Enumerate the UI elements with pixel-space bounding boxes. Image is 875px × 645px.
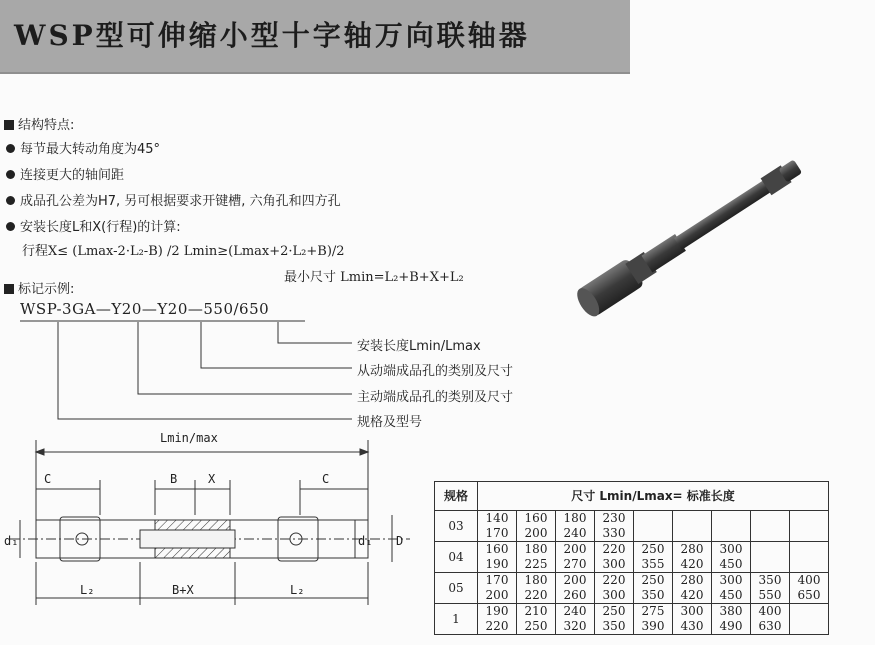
table-row	[435, 573, 829, 604]
length-cell	[790, 573, 829, 604]
d1-right-label: d₁	[358, 534, 373, 548]
model-cell: 05	[435, 573, 478, 604]
length-cell	[673, 511, 712, 542]
length-cell	[595, 604, 634, 635]
length-cell	[556, 542, 595, 573]
length-cell	[634, 542, 673, 573]
table-row	[435, 511, 829, 542]
header-model: 规格	[435, 482, 478, 511]
lmin-value: 200	[563, 542, 587, 556]
length-cell	[790, 604, 829, 635]
min-size-formula: 最小尺寸 Lmin=L₂+B+X+L₂	[284, 270, 464, 285]
lmin-value: 180	[524, 573, 548, 587]
lmin-value: 250	[641, 542, 665, 556]
lmin-value: 280	[680, 573, 704, 587]
features-heading: 结构特点:	[4, 114, 74, 133]
coupling-photo	[560, 140, 820, 330]
length-cell	[712, 542, 751, 573]
lmax-value: 320	[563, 619, 587, 633]
lmin-value: 400	[758, 604, 782, 618]
lmax-value: 200	[524, 526, 548, 540]
feature-item: 安装长度L和X(行程)的计算:	[6, 216, 181, 235]
example-code: WSP-3GA—Y20—Y20—550/650	[20, 300, 270, 318]
feature-item: 连接更大的轴间距	[6, 164, 124, 183]
lmin-value: 300	[719, 573, 743, 587]
length-cell	[751, 511, 790, 542]
lmax-value: 270	[563, 557, 587, 571]
lmin-value: 300	[719, 542, 743, 556]
l2-left-label: L₂	[80, 583, 95, 597]
lmax-value: 170	[485, 526, 509, 540]
lmin-value: 300	[680, 604, 704, 618]
length-cell	[595, 573, 634, 604]
lmax-value: 355	[641, 557, 665, 571]
length-cell	[634, 511, 673, 542]
length-cell	[712, 511, 751, 542]
length-cell	[673, 604, 712, 635]
length-cell	[673, 542, 712, 573]
lminmax-label: Lmin/max	[160, 431, 218, 445]
length-cell	[478, 573, 517, 604]
lmin-value: 220	[602, 542, 626, 556]
lmax-value: 490	[719, 619, 743, 633]
table-header-row	[435, 482, 829, 511]
lmax-value: 250	[524, 619, 548, 633]
lmax-value: 450	[719, 557, 743, 571]
length-cell	[556, 573, 595, 604]
lmin-value: 400	[797, 573, 821, 587]
lmin-value: 350	[758, 573, 782, 587]
lmax-value: 260	[563, 588, 587, 602]
length-cell	[712, 573, 751, 604]
length-cell	[556, 604, 595, 635]
lmax-value: 390	[641, 619, 665, 633]
length-cell	[751, 573, 790, 604]
feature-item: 每节最大转动角度为45°	[6, 138, 160, 157]
header-dims: 尺寸 Lmin/Lmax= 标准长度	[478, 482, 829, 511]
length-cell	[595, 542, 634, 573]
lmax-value: 190	[485, 557, 509, 571]
lmin-value: 140	[485, 511, 509, 525]
feature-item: 成品孔公差为H7, 另可根据要求开键槽, 六角孔和四方孔	[6, 190, 341, 209]
length-cell	[556, 511, 595, 542]
bx-label: B+X	[172, 583, 194, 597]
lmax-value: 350	[641, 588, 665, 602]
length-cell	[478, 511, 517, 542]
lmax-value: 350	[602, 619, 626, 633]
lmax-value: 630	[758, 619, 782, 633]
length-cell	[673, 573, 712, 604]
model-cell: 1	[435, 604, 478, 635]
model-cell: 04	[435, 542, 478, 573]
stroke-formula: 行程X≤ (Lmax-2·L₂-B) /2 Lmin≥(Lmax+2·L₂+B)/2	[22, 244, 345, 259]
table-row	[435, 542, 829, 573]
technical-drawing	[0, 0, 430, 645]
length-cell	[595, 511, 634, 542]
lmin-value: 180	[563, 511, 587, 525]
lmax-value: 420	[680, 557, 704, 571]
c-left-label: C	[44, 472, 52, 486]
length-cell	[517, 511, 556, 542]
c-right-label: C	[322, 472, 330, 486]
lmin-value: 170	[485, 573, 509, 587]
lmin-value: 275	[641, 604, 665, 618]
table-row	[435, 604, 829, 635]
model-cell: 03	[435, 511, 478, 542]
length-cell	[790, 542, 829, 573]
lmax-value: 420	[680, 588, 704, 602]
d1-left-label: d₁	[4, 534, 19, 548]
length-cell	[634, 604, 673, 635]
lmax-value: 430	[680, 619, 704, 633]
lmin-value: 180	[524, 542, 548, 556]
lmax-value: 200	[485, 588, 509, 602]
lmax-value: 450	[719, 588, 743, 602]
lmin-value: 220	[602, 573, 626, 587]
callout-driven-bore: 从动端成品孔的类别及尺寸	[357, 364, 514, 379]
lmin-value: 380	[719, 604, 743, 618]
x-label: X	[208, 472, 216, 486]
lmax-value: 550	[758, 588, 782, 602]
lmin-value: 160	[485, 542, 509, 556]
lmin-value: 200	[563, 573, 587, 587]
lmin-value: 250	[641, 573, 665, 587]
length-cell	[634, 573, 673, 604]
length-cell	[478, 542, 517, 573]
lmax-value: 300	[602, 588, 626, 602]
lmin-value: 160	[524, 511, 548, 525]
lmax-value: 225	[524, 557, 548, 571]
lmax-value: 240	[563, 526, 587, 540]
example-heading: 标记示例:	[4, 278, 74, 297]
callout-spec-model: 规格及型号	[357, 415, 423, 430]
callout-install-length: 安装长度Lmin/Lmax	[357, 339, 481, 354]
lmax-value: 220	[524, 588, 548, 602]
lmax-value: 220	[485, 619, 509, 633]
length-cell	[712, 604, 751, 635]
b-label: B	[170, 472, 178, 486]
length-cell	[751, 604, 790, 635]
length-cell	[517, 573, 556, 604]
length-cell	[517, 604, 556, 635]
lmax-value: 300	[602, 557, 626, 571]
page-title: WSP型可伸缩小型十字轴万向联轴器	[14, 19, 530, 52]
lmin-value: 250	[602, 604, 626, 618]
length-cell	[478, 604, 517, 635]
lmax-value: 330	[602, 526, 626, 540]
length-cell	[790, 511, 829, 542]
lmax-value: 650	[797, 588, 821, 602]
lmin-value: 280	[680, 542, 704, 556]
lmin-value: 240	[563, 604, 587, 618]
length-cell	[517, 542, 556, 573]
d-label: D	[396, 534, 404, 548]
callout-drive-bore: 主动端成品孔的类别及尺寸	[357, 390, 514, 405]
lmin-value: 190	[485, 604, 509, 618]
lmin-value: 230	[602, 511, 626, 525]
lmin-value: 210	[524, 604, 548, 618]
length-cell	[751, 542, 790, 573]
l2-right-label: L₂	[290, 583, 305, 597]
standard-length-table	[434, 481, 829, 635]
